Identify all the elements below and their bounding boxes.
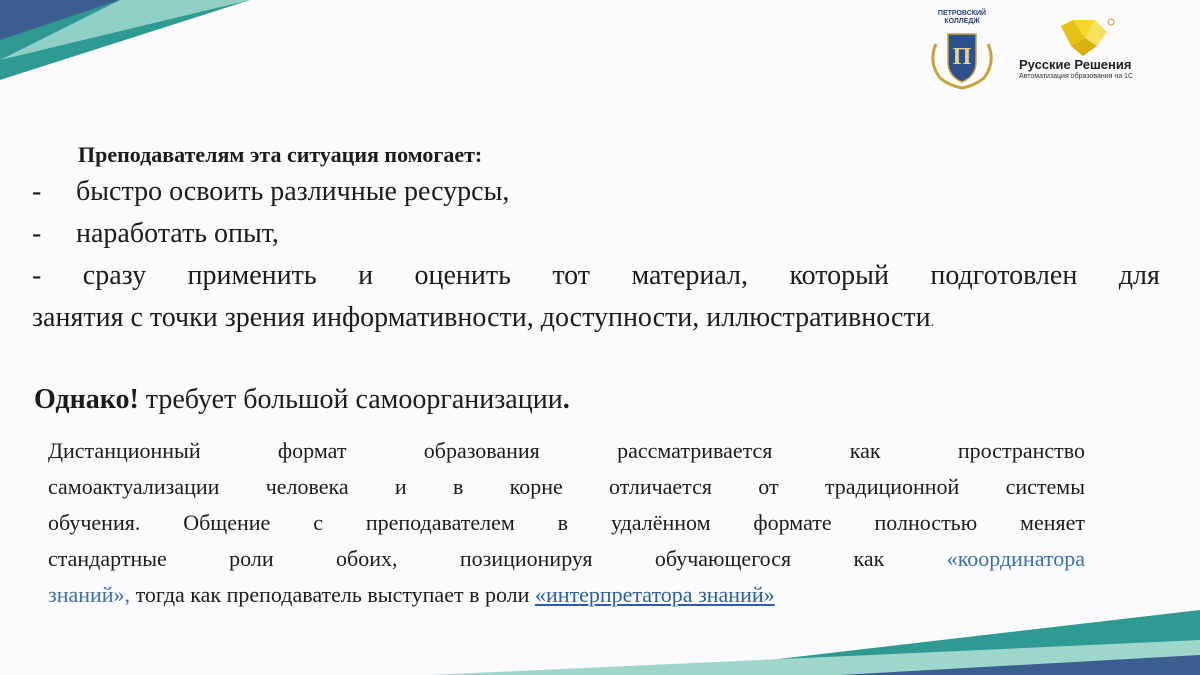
bullet-word: который — [789, 260, 889, 291]
bullet-item-3-continuation — [32, 302, 934, 334]
bullet-text: занятия с точки зрения информативности, доступности, иллюстративности — [32, 302, 931, 333]
college-crest-icon — [926, 12, 998, 90]
highlight-term: «координатора — [946, 546, 1085, 571]
college-logo-text: ПЕТРОВСКИЙ КОЛЛЕДЖ — [937, 10, 987, 25]
however-statement — [34, 384, 570, 416]
bullet-word: подготовлен — [930, 260, 1078, 291]
however-end: . — [562, 384, 570, 415]
bullet-dash: - — [32, 218, 42, 249]
paragraph-line — [48, 577, 1085, 613]
paragraph-text: стандартные роли обоих, позиционируя обучающегося как — [48, 546, 947, 571]
however-text: требует большой самоорганизации — [138, 384, 563, 415]
slide-heading: Преподавателям эта ситуация помогает: — [78, 142, 483, 167]
paragraph-line — [48, 541, 1085, 577]
partner-name: Русские Решения — [1019, 57, 1132, 72]
bullet-text: наработать опыт, — [76, 218, 279, 249]
bullet-item-2 — [32, 218, 279, 250]
bullet-word: сразу — [82, 260, 147, 291]
however-emphasis: Однако! — [34, 384, 139, 415]
highlight-term: знаний», — [48, 582, 131, 607]
body-paragraph — [48, 433, 1085, 613]
bullet-word: оценить — [414, 260, 511, 291]
partner-tagline: Автоматизация образования на 1С — [1019, 73, 1134, 80]
bullet-dash: - — [32, 260, 42, 291]
paragraph-line: самоактуализации человека и в корне отличается от традиционной системы — [48, 474, 1085, 499]
bullet-text: быстро освоить различные ресурсы, — [76, 176, 510, 207]
bullet-item-1 — [32, 176, 509, 208]
paragraph-text: тогда как преподаватель выступает в роли — [130, 582, 535, 607]
bullet-word: тот — [552, 260, 591, 291]
svg-text:П: П — [952, 44, 972, 70]
interpreter-link[interactable]: «интерпретатора знаний» — [534, 582, 775, 607]
paragraph-line: Дистанционный формат образования рассматривается как пространство — [48, 438, 1085, 463]
paragraph-line: обучения. Общение с преподавателем в удалённом формате полностью меняет — [48, 510, 1085, 535]
bullet-word: материал, — [631, 260, 749, 291]
bullet-word: и — [358, 260, 374, 291]
bullet-dash: - — [32, 176, 42, 207]
bullet-item-3 — [32, 260, 1160, 292]
bullet-word: применить — [187, 260, 317, 291]
bullet-end-dot: . — [930, 315, 935, 330]
bullet-word: для — [1118, 260, 1160, 291]
